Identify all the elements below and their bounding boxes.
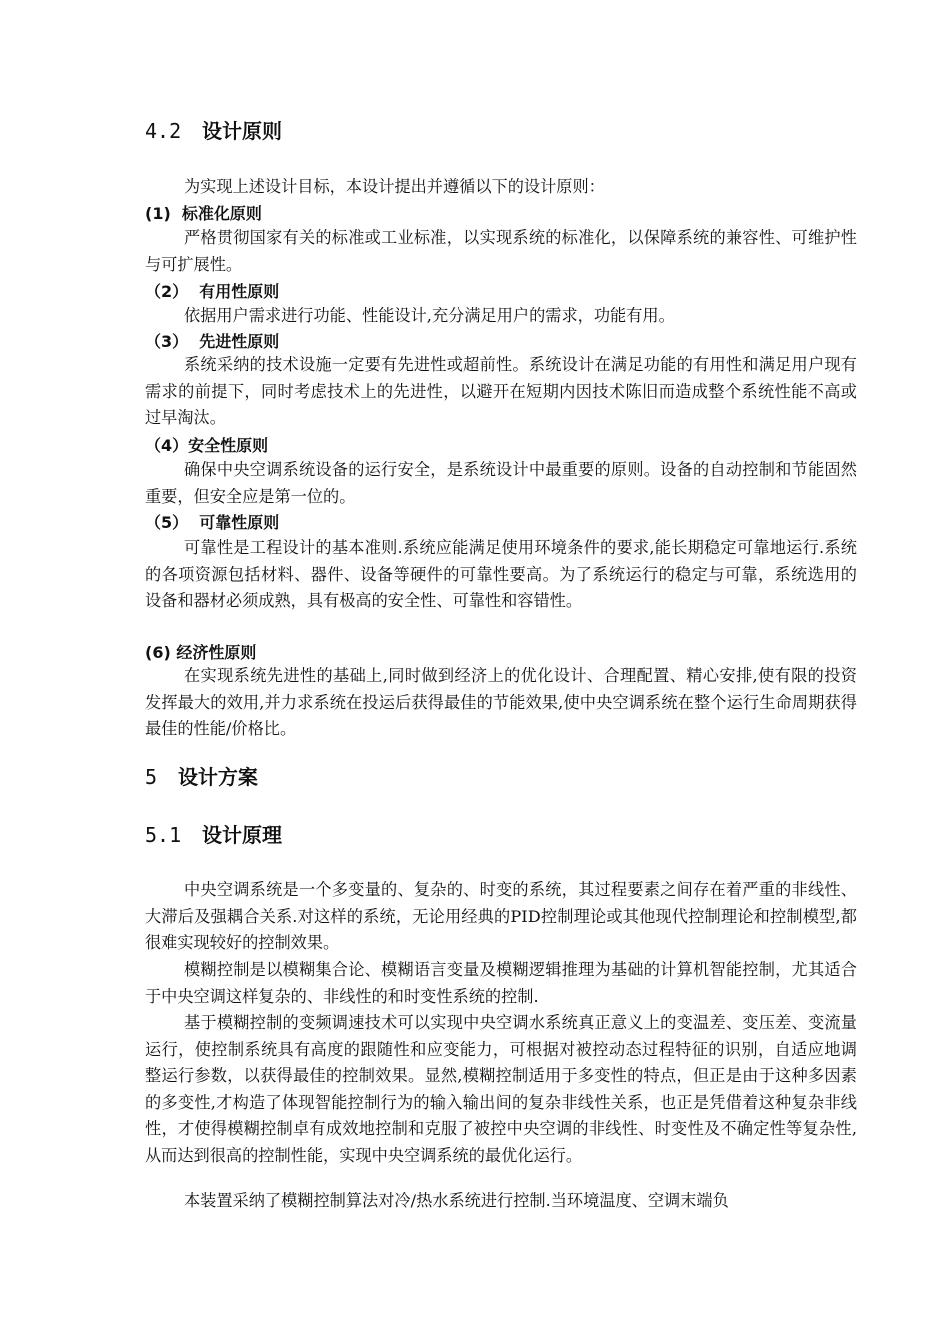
principle-paragraph-4: 确保中央空调系统设备的运行安全，是系统设计中最重要的原则。设备的自动控制和节能固然重要，但安全应是第一位的。 <box>145 460 857 506</box>
section-title: 设计原则 <box>202 119 283 143</box>
section-title: 设计原理 <box>202 823 283 847</box>
section-heading-5-1 <box>145 822 282 848</box>
intro-paragraph: 为实现上述设计目标，本设计提出并遵循以下的设计原则： <box>184 177 605 196</box>
principle-heading-4: （4）安全性原则 <box>145 436 269 455</box>
body-paragraph-1: 中央空调系统是一个多变量的、复杂的、时变的系统，其过程要素之间存在着严重的非线性、大滞后及强耦合关系.对这样的系统，无论用经典的PID控制理论或其他现代控制理论和控制模型,都很难实现较好的控制效果。 <box>145 880 857 952</box>
principle-paragraph-5: 可靠性是工程设计的基本准则.系统应能满足使用环境条件的要求,能长期稳定可靠地运行.系统的各项资源包括材料、器件、设备等硬件的可靠性要高。为了系统运行的稳定与可靠，系统选用的设备和器材必须成熟，具有极高的安全性、可靠性和容错性。 <box>145 538 857 610</box>
principle-paragraph-3: 系统采纳的技术设施一定要有先进性或超前性。系统设计在满足功能的有用性和满足用户现有需求的前提下，同时考虑技术上的先进性，以避开在短期内因技术陈旧而造成整个系统性能不高或过早淘汰。 <box>145 355 857 427</box>
principle-heading-1: (1) 标准化原则 <box>145 204 262 223</box>
section-number: 5.1 <box>145 823 182 847</box>
body-paragraph-2: 模糊控制是以模糊集合论、模糊语言变量及模糊逻辑推理为基础的计算机智能控制，尤其适合于中央空调这样复杂的、非线性的和时变性系统的控制. <box>145 960 857 1006</box>
principle-paragraph-6: 在实现系统先进性的基础上,同时做到经济上的优化设计、合理配置、精心安排,使有限的投资发挥最大的效用,并力求系统在投运后获得最佳的节能效果,使中央空调系统在整个运行生命周期获得最佳的性能/价格比。 <box>145 666 857 738</box>
principle-heading-3: （3） 先进性原则 <box>145 332 280 351</box>
body-paragraph-3: 基于模糊控制的变频调速技术可以实现中央空调水系统真正意义上的变温差、变压差、变流量运行，使控制系统具有高度的跟随性和应变能力，可根据对被控动态过程特征的识别，自适应地调整运行参数，以获得最佳的控制效果。显然,模糊控制适用于多变性的特点，但正是由于这种多因素的多变性,才构造了体现智能控制行为的输入输出间的复杂非线性关系，也正是凭借着这种复杂非线性，才使得模糊控制卓有成效地控制和克服了被控中央空调的非线性、时变性及不确定性等复杂性,从而达到很高的控制性能，实现中央空调系统的最优化运行。 <box>145 1013 857 1165</box>
body-paragraph-4: 本装置采纳了模糊控制算法对冷/热水系统进行控制.当环境温度、空调末端负 <box>184 1191 729 1210</box>
principle-paragraph-1: 严格贯彻国家有关的标准或工业标准，以实现系统的标准化，以保障系统的兼容性、可维护性与可扩展性。 <box>145 228 857 274</box>
principle-heading-2: （2） 有用性原则 <box>145 282 280 301</box>
section-heading-5 <box>145 764 258 790</box>
section-heading-4-2 <box>145 118 282 144</box>
section-number: 4.2 <box>145 119 182 143</box>
section-number: 5 <box>145 765 158 789</box>
principle-paragraph-2: 依据用户需求进行功能、性能设计,充分满足用户的需求，功能有用。 <box>184 306 675 325</box>
section-title: 设计方案 <box>177 765 258 789</box>
principle-heading-6: (6) 经济性原则 <box>145 643 257 662</box>
principle-heading-5: （5） 可靠性原则 <box>145 513 280 532</box>
